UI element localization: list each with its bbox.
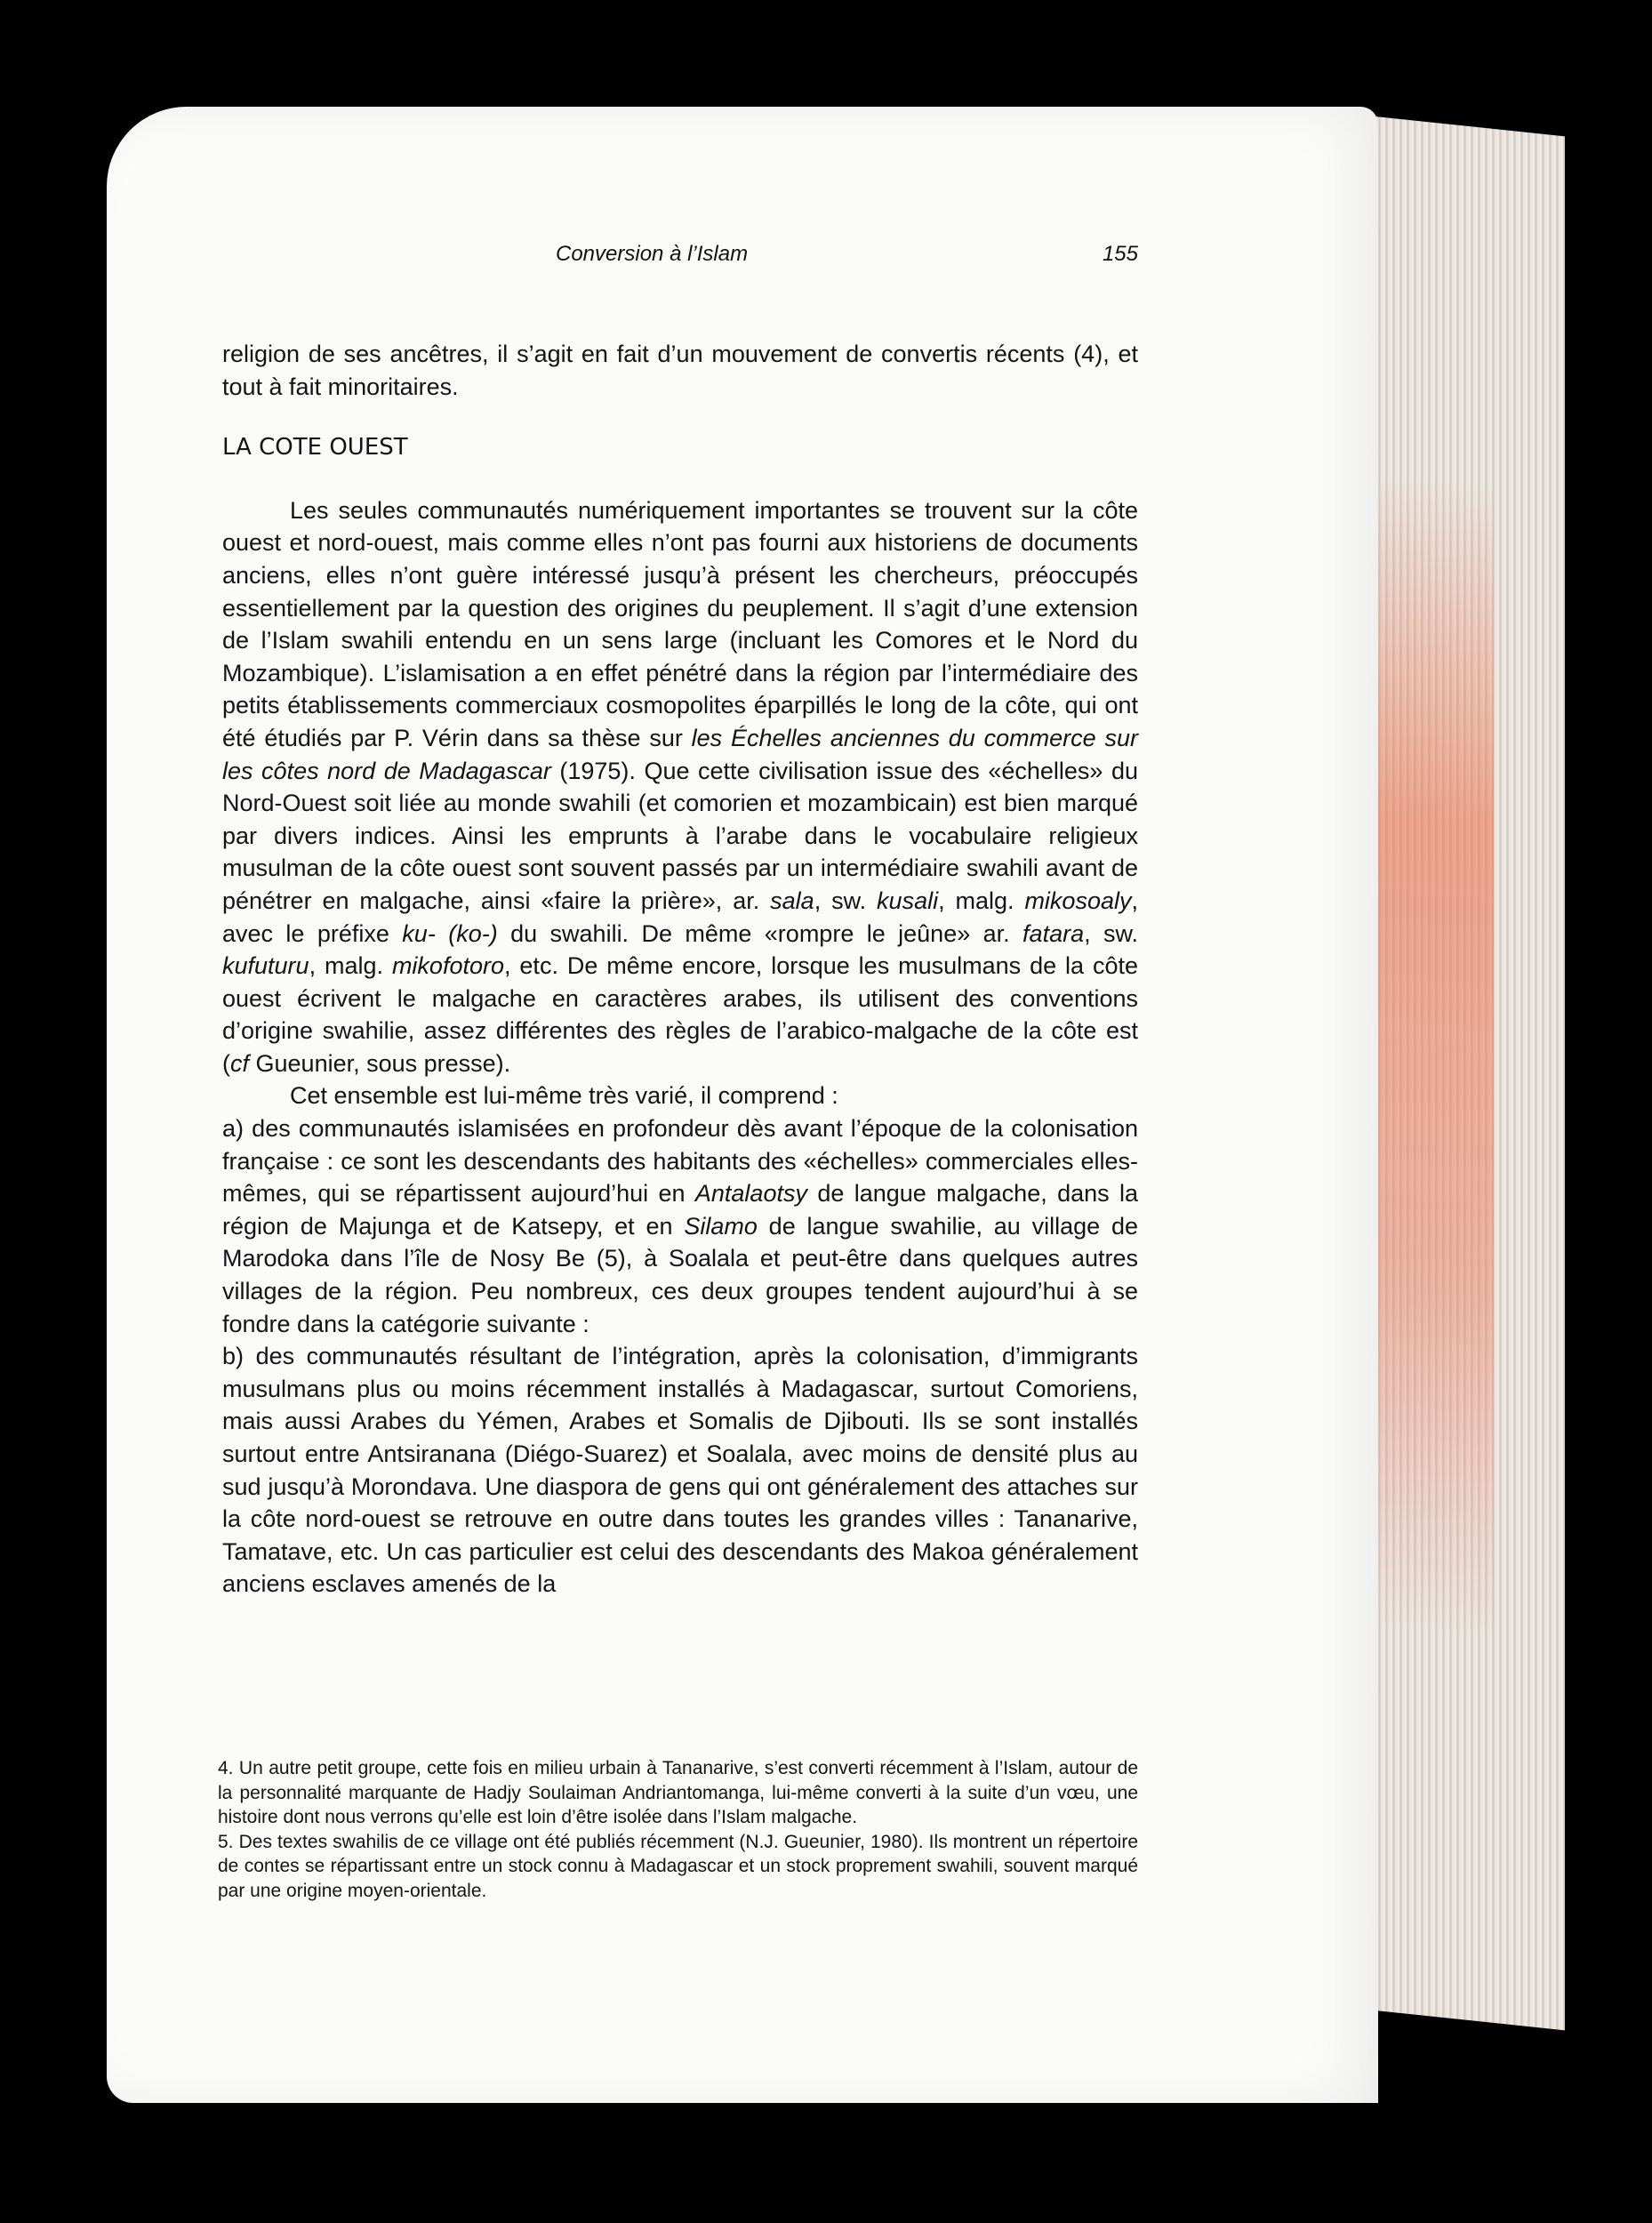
- section-heading: LA COTE OUEST: [222, 434, 408, 461]
- footnotes: [218, 1756, 1138, 1903]
- page-number: 155: [1102, 242, 1138, 266]
- running-title: Conversion à l’Islam: [556, 242, 749, 266]
- paragraph-west-coast: Les seules communautés numériquement importantes se trouvent sur la côte ouest et nord-ouest, mais comme elles n’ont pas fourni aux historiens de documents anciens, elles n’ont guère intéressé jusqu’à présent les chercheurs, préoccupés essentiellement par la question des origines du peuplement. Il s’agit d’une extension de l’Islam swahili entendu en un sens large (incluant les Comores et le Nord du Mozambique). L’islamisation a en effet pénétré dans la région par l’intermédiaire des petits établissements commerciaux cosmopolites éparpillés le long de la côte, qui ont été étudiés par P. Vérin dans sa thèse sur les Échelles anciennes du commerce sur les côtes nord de Madagascar (1975). Que cette civilisation issue des «échelles» du Nord-Ouest soit liée au monde swahili (et comorien et mozambicain) est bien marqué par divers indices. Ainsi les emprunts à l’arabe dans le vocabulaire religieux musulman de la côte ouest sont souvent passés par un intermédiaire swahili avant de pénétrer en malgache, ainsi «faire la prière», ar. sala, sw. kusali, malg. mikosoaly, avec le préfixe ku- (ko-) du swahili. De même «rompre le jeûne» ar. fatara, sw. kufuturu, malg. mikofotoro, etc. De même encore, lorsque les musulmans de la côte ouest écrivent le malgache en caractères arabes, ils utilisent des conventions d’origine swahilie, assez différentes des règles de l’arabico-malgache de la côte est (cf Gueunier, sous presse).: [222, 496, 1139, 1077]
- list-item-a: a) des communautés islamisées en profondeur dès avant l’époque de la colonisation française : ce sont les descendants des habitants des «échelles» commerciales elles-mêmes, qui se répartissent aujourd’hui en Antalaotsy de langue malgache, dans la région de Majunga et de Katsepy, et en Silamo de langue swahilie, au village de Marodoka dans l’île de Nosy Be (5), à Soalala et peut-être dans quelques autres villages de la région. Peu nombreux, ces deux groupes tendent aujourd’hui à se fondre dans la catégorie suivante :: [222, 1115, 1139, 1337]
- book-title: les Échelles anciennes du commerce sur les côtes nord de Madagascar: [222, 724, 1138, 784]
- footnote-4: 4. Un autre petit groupe, cette fois en milieu urbain à Tananarive, s’est converti récemment à l’Islam, autour de la personnalité marquante de Hadjy Soulaiman Andriantomanga, lui-même converti à la suite d’un vœu, une histoire dont nous verrons qu’elle est loin d’être isolée dans l’Islam malgache.: [218, 1758, 1138, 1827]
- body-text: [222, 338, 1138, 1601]
- paragraph-ensemble: Cet ensemble est lui-même très varié, il comprend :: [290, 1082, 838, 1110]
- list-item-b: b) des communautés résultant de l’intégration, après la colonisation, d’immigrants musulmans plus ou moins récemment installés à Madagascar, surtout Comoriens, mais aussi Arabes du Yémen, Arabes et Somalis de Djibouti. Ils se sont installés surtout entre Antsiranana (Diégo-Suarez) et Soalala, avec moins de densité plus au sud jusqu’à Morondava. Une diaspora de gens qui ont généralement des attaches sur la côte nord-ouest se retrouve en outre dans toutes les grandes villes : Tananarive, Tamatave, etc. Un cas particulier est celui des descendants des Makoa généralement anciens esclaves amenés de la: [222, 1343, 1138, 1598]
- running-head: [222, 242, 1138, 274]
- paragraph-continued: religion de ses ancêtres, il s’agit en fait d’un mouvement de convertis récents (4), et tout à fait minoritaires.: [222, 341, 1138, 400]
- footnote-5: 5. Des textes swahilis de ce village ont été publiés récemment (N.J. Gueunier, 1980). Ils montrent un répertoire de contes se répartissant entre un stock connu à Madagascar et un stock proprement swahili, souvent marqué par une origine moyen-orientale.: [218, 1831, 1138, 1901]
